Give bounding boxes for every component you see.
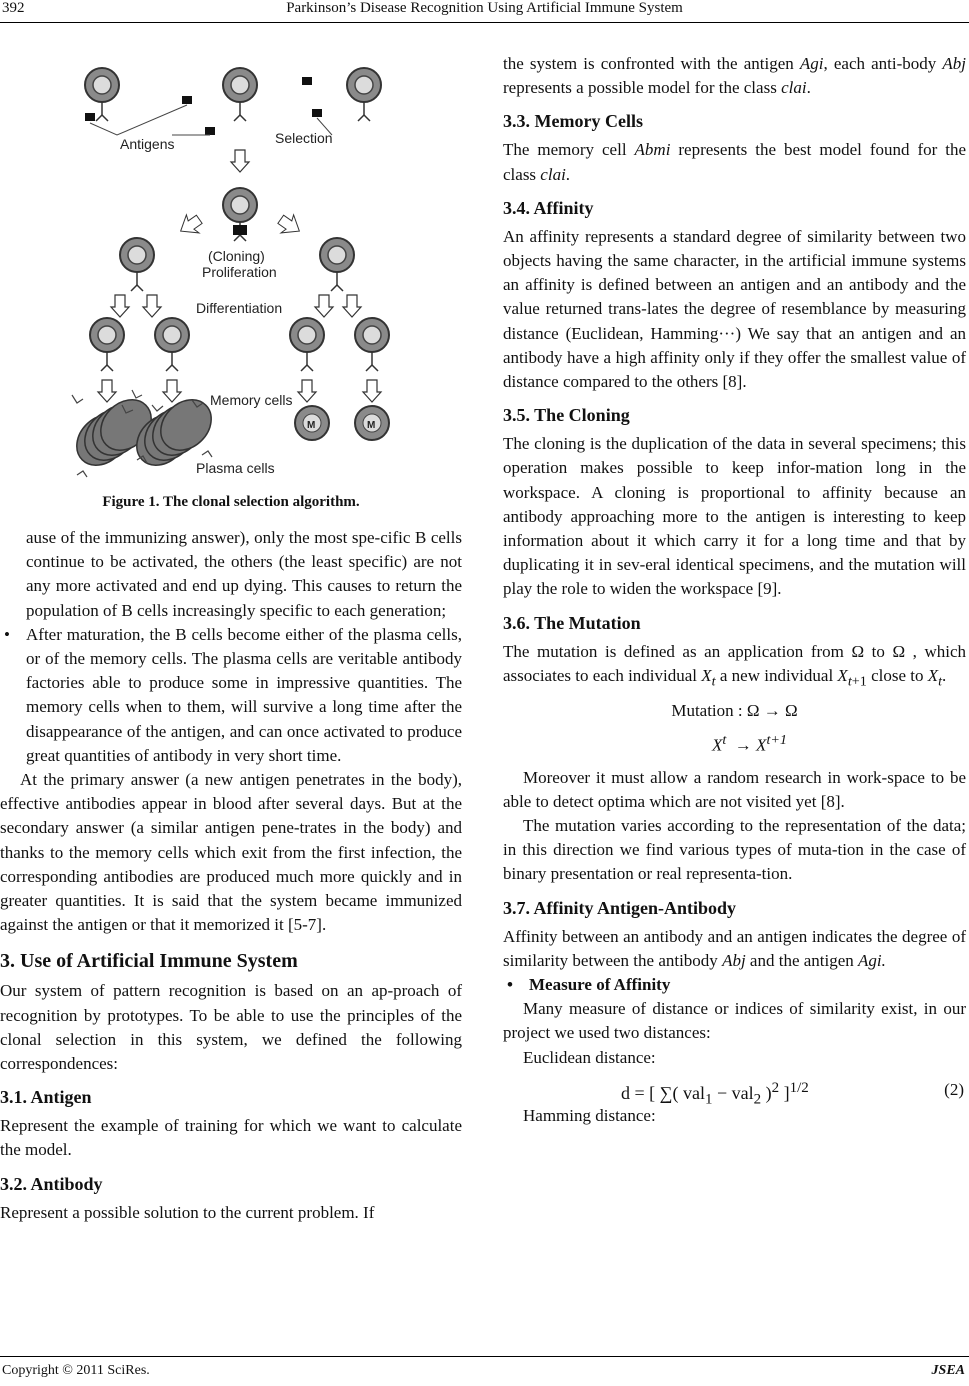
memory-cell-m-label: M bbox=[367, 420, 376, 431]
page-header bbox=[0, 0, 969, 22]
paragraph: The memory cell Abmi represents the best model found for the class clai. bbox=[503, 140, 967, 184]
clonal-selection-figure bbox=[62, 55, 402, 485]
selection-label: Selection bbox=[275, 130, 333, 146]
paragraph: The mutation varies according to the representation of the data; in this direction we find various types of muta-tion in the case of binary presentation or real representa-tion. bbox=[503, 815, 966, 884]
paragraph: Our system of pattern recognition is based on an ap-proach of recognition by prototypes. To be able to use the principles of the clonal selection in this system, we defined the following correspondences: bbox=[0, 981, 462, 1074]
paragraph: Many measure of distance or indices of similarity exist, in our project we used two distances: bbox=[503, 999, 966, 1043]
paragraph: An affinity represents a standard degree of similarity between two objects having the same character, in the artificial immune systems an affinity is defined between an antigen and an antibody and the value returned trans-lates the degree of resemblance by measuring distance (Euclidean, Hamming···) We say that an antigen and an antibody have a high affinity only if they offer the smallest value of distance compared to the others [8]. bbox=[503, 226, 966, 392]
page-number: 392 bbox=[2, 0, 25, 16]
paragraph: Affinity between an antibody and an antigen indicates the degree of similarity between the antibody Abj and the antigen Agi. bbox=[503, 926, 966, 970]
subsection-heading: 3.7. Affinity Antigen-Antibody bbox=[503, 897, 737, 918]
subsection-heading: 3.3. Memory Cells bbox=[503, 111, 643, 132]
cloning-label: (Cloning) bbox=[208, 248, 265, 264]
section-heading: 3. Use of Artificial Immune System bbox=[0, 950, 298, 973]
left-column bbox=[0, 526, 462, 1225]
paragraph: Represent a possible solution to the current problem. If bbox=[0, 1202, 375, 1222]
mutation-mapping: $X^t \to X^{t+1}$ bbox=[711, 731, 788, 755]
bullet-item: • After maturation, the B cells become either of the plasma cells, or of the memory cells. The plasma cells are veritable antibody factories able to produce some in impressive quantities. The memory cells when to them, will survive a long time after the disappearance of the antigen, and can once activated to produce great quantities of antibody in very short time. bbox=[4, 624, 462, 765]
subsection-heading: 3.2. Antibody bbox=[0, 1173, 103, 1194]
equation-number: (2) bbox=[944, 1079, 964, 1099]
plasma-cells-label: Plasma cells bbox=[196, 460, 275, 476]
paragraph: The mutation is defined as an application from Ω to Ω , which associates to each individual $X_t$ a new individual $X_{t+1}$ close to $X_t$. bbox=[503, 641, 966, 690]
paragraph: Hamming distance: bbox=[523, 1105, 656, 1125]
figure-caption: Figure 1. The clonal selection algorithm. bbox=[102, 494, 360, 510]
bullet-item: • Measure of Affinity bbox=[507, 974, 671, 994]
paragraph: the system is confronted with the antigen Agi, each anti-body Abj represents a possible model for the class clai. bbox=[503, 54, 967, 98]
proliferation-label: Proliferation bbox=[202, 264, 277, 280]
subsection-heading: 3.5. The Cloning bbox=[503, 405, 630, 426]
right-column bbox=[503, 52, 966, 1128]
paragraph: The cloning is the duplication of the data in several specimens; this operation makes possible to keep infor-mation long in the workspace. A cloning is proportional to affinity because an antibody approaching more to the antigen is interesting to keep information about it which carry it for a long time and that by duplicating it in sev-eral identical specimens, and the mutation will play the role to widen the workspace [9]. bbox=[503, 434, 966, 599]
euclidean-equation: d = [ ∑( val$_1$ − val$_2$ )$^2$ ]$^{1/2}$ (2) bbox=[621, 1079, 964, 1108]
paragraph: At the primary answer (a new antigen penetrates in the body), effective antibodies appear in blood after several days. But at the secondary answer (a similar antigen pene-trates in the body) and thanks to the memory cells which exit from the first infection, the corresponding antibodies are produced much more quickly and in greater quantities. It is said that the system became immunized against the antigen or that it memorized it [5-7]. bbox=[0, 770, 462, 935]
memory-cell-m-label: M bbox=[307, 420, 316, 431]
memory-cells-label: Memory cells bbox=[210, 392, 293, 408]
running-title: Parkinson’s Disease Recognition Using Artificial Immune System bbox=[286, 0, 683, 16]
paragraph: Represent the example of training for which we want to calculate the model. bbox=[0, 1116, 462, 1160]
bullet-text: After maturation, the B cells become either of the plasma cells, or of the memory cells. The plasma cells are veritable antibody factories able to produce some in impressive quantities. The memory cells when to them, will survive a long time after the disappearance of the antigen, and can once activated to produce great quantities of antibody in very short time. bbox=[26, 624, 462, 765]
journal-name: JSEA bbox=[931, 1363, 965, 1378]
paragraph: ause of the immunizing answer), only the most spe-cific B cells continue to be activated, the others (the least specific) are not any more activated and end up dying. This causes to return the population of B cells increasingly specific to each generation; bbox=[26, 528, 462, 620]
differentiation-label: Differentiation bbox=[196, 300, 283, 316]
mutation-equation: Mutation : Ω → Ω bbox=[671, 701, 798, 721]
paragraph: Moreover it must allow a random research in work-space to be able to detect optima which are not visited yet [8]. bbox=[503, 767, 966, 811]
footer-rule bbox=[0, 1356, 969, 1357]
header-rule bbox=[0, 22, 969, 23]
antigens-label: Antigens bbox=[120, 136, 175, 152]
subsection-heading: 3.6. The Mutation bbox=[503, 612, 641, 633]
copyright: Copyright © 2011 SciRes. bbox=[2, 1363, 150, 1378]
subsection-heading: 3.4. Affinity bbox=[503, 197, 594, 218]
paragraph: Euclidean distance: bbox=[523, 1047, 656, 1067]
subsection-heading: 3.1. Antigen bbox=[0, 1087, 92, 1108]
